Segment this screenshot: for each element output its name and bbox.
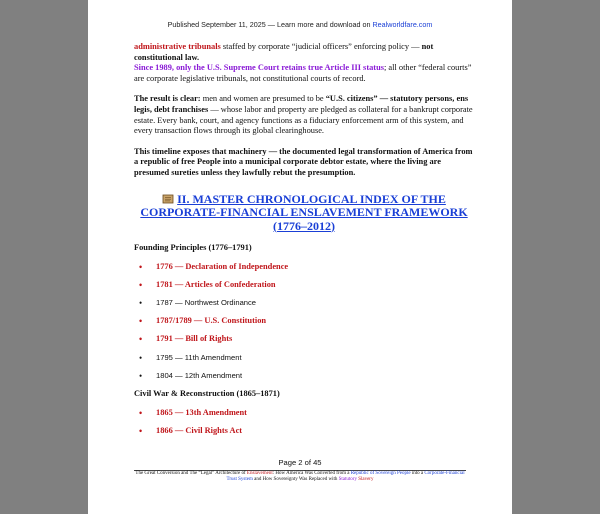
intro-red-text: administrative tribunals bbox=[134, 42, 221, 51]
intro-purple-text: Since 1989, only the U.S. Supreme Court retains true Article III status bbox=[134, 63, 385, 73]
bullet-icon: • bbox=[139, 334, 143, 345]
bullet-icon: • bbox=[139, 298, 143, 308]
result-text-2: — whose labor and property are pledged as collateral for a bankrupt corporate estate. Every bank, court, and agency functions as a fiduciary enforcement arm of this system, and every transaction flows through its global clearinghouse. bbox=[134, 104, 473, 136]
index-sections bbox=[134, 243, 474, 437]
result-text: men and women are presumed to be bbox=[200, 94, 326, 104]
index-list bbox=[134, 262, 474, 382]
footer-red-text: Enslavement bbox=[246, 471, 273, 476]
bullet-icon: • bbox=[139, 370, 143, 381]
page-number: Page 2 of 45 bbox=[278, 458, 322, 467]
header-link[interactable]: Realworldfare.com bbox=[372, 20, 433, 29]
index-item-text: 1787/1789 — U.S. Constitution bbox=[156, 316, 267, 326]
intro-bold-text: not constitutional law. bbox=[134, 42, 434, 62]
index-item-text: 1866 — Civil Rights Act bbox=[156, 426, 243, 436]
index-item-text: 1791 — Bill of Rights bbox=[156, 334, 233, 344]
index-list-item[interactable] bbox=[134, 408, 474, 419]
index-list-item[interactable] bbox=[134, 426, 474, 437]
index-list-item bbox=[134, 371, 474, 382]
bullet-icon: • bbox=[139, 261, 143, 272]
index-item-text: 1795 — 11th Amendment bbox=[156, 352, 242, 362]
index-item-text: 1865 — 13th Amendment bbox=[156, 407, 247, 417]
footer-blue-text: Corporate-Financial Trust System bbox=[226, 471, 465, 483]
footer-red-text: Slavery bbox=[358, 477, 374, 483]
index-list-item[interactable] bbox=[134, 262, 474, 273]
index-list-item[interactable] bbox=[134, 316, 474, 327]
bullet-icon: • bbox=[139, 352, 143, 363]
index-list-item[interactable] bbox=[134, 334, 474, 345]
index-item-text: 1781 — Articles of Confederation bbox=[156, 279, 276, 289]
index-item-text: 1787 — Northwest Ordinance bbox=[156, 298, 257, 307]
intro-paragraph-2 bbox=[134, 94, 474, 136]
index-section-title: Civil War & Reconstruction (1865–1871) bbox=[134, 389, 280, 399]
bullet-icon: • bbox=[139, 407, 143, 418]
timeline-statement: This timeline exposes that machinery — the documented legal transformation of America from a republic of free People into a municipal corporate debtor estate, where the living are presumed sureties unless they lawfully rebut the presumption. bbox=[134, 146, 473, 177]
index-list-item[interactable] bbox=[134, 280, 474, 291]
page-body bbox=[134, 42, 474, 445]
index-item-text: 1776 — Declaration of Independence bbox=[156, 261, 289, 271]
scroll-icon bbox=[162, 194, 174, 204]
bullet-icon: • bbox=[139, 279, 143, 290]
index-item-text: 1804 — 12th Amendment bbox=[156, 370, 243, 380]
intro-paragraph-1 bbox=[134, 42, 474, 84]
footer-text: The Great Conversion and The “Legal” Architecture of bbox=[135, 471, 247, 476]
index-section-title: Founding Principles (1776–1791) bbox=[134, 243, 252, 253]
section-heading[interactable] bbox=[134, 193, 474, 234]
page-header bbox=[88, 20, 512, 29]
footer-text: : How America Was Converted from a bbox=[272, 471, 351, 476]
footer-text: and How Sovereignty Was Replaced with bbox=[252, 477, 339, 483]
index-list-item bbox=[134, 298, 474, 309]
intro-text-2: ; all other “federal courts” are corporate legislative tribunals, not constitutional courts of record. bbox=[134, 63, 472, 83]
bullet-icon: • bbox=[139, 316, 143, 327]
page-footer bbox=[134, 471, 466, 484]
result-bold: “U.S. citizens” — statutory persons, ens legis, debt franchises bbox=[134, 94, 469, 114]
footer-text: into a bbox=[410, 471, 425, 476]
intro-paragraph-3 bbox=[134, 147, 474, 179]
footer-purple-text: Statutory bbox=[338, 477, 357, 483]
intro-text: staffed by corporate “judicial officers” enforcing policy — bbox=[220, 42, 422, 51]
footer-blue-text: Republic of Sovereign People bbox=[350, 471, 411, 476]
bullet-icon: • bbox=[139, 426, 143, 437]
header-text: Published September 11, 2025 — Learn more and download on bbox=[167, 20, 373, 29]
result-lead: The result is clear: bbox=[134, 94, 201, 104]
section-heading-text: II. MASTER CHRONOLOGICAL INDEX OF THE CORPORATE-FINANCIAL ENSLAVEMENT FRAMEWORK (1776–2012) bbox=[140, 191, 468, 233]
document-page bbox=[88, 0, 512, 514]
index-list bbox=[134, 408, 474, 437]
index-list-item bbox=[134, 353, 474, 364]
